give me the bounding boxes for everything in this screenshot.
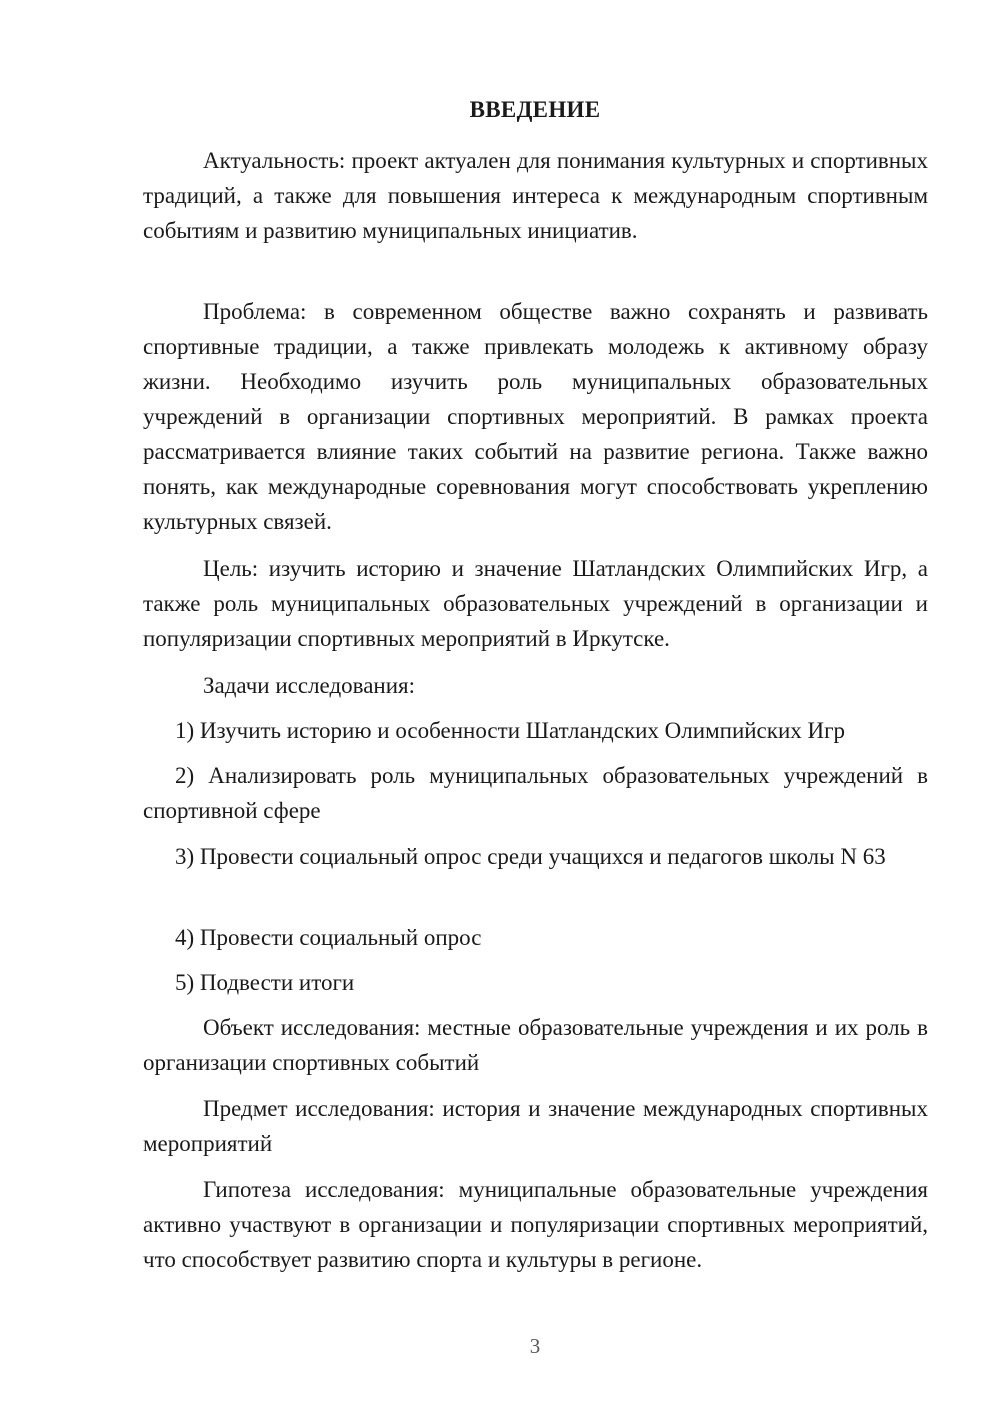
task-item-4: 4) Провести социальный опрос <box>175 925 482 950</box>
task-item-5: 5) Подвести итоги <box>175 970 355 995</box>
page-number: 3 <box>529 1334 541 1358</box>
section-heading: ВВЕДЕНИЕ <box>469 97 601 122</box>
paragraph-problem: Проблема: в современном обществе важно сохранять и развивать спортивные традиции, а также привлекать молодежь к активному образу жизни. Необходимо изучить роль муниципальных образовательных учреждений в организации спортивных мероприятий. В рамках проекта рассматривается влияние таких событий на развитие региона. Также важно понять, как международные соревнования могут способствовать укреплению культурных связей. <box>143 299 928 534</box>
task-item-1: 1) Изучить историю и особенности Шатландских Олимпийских Игр <box>175 718 846 743</box>
task-item-2: 2) Анализировать роль муниципальных образовательных учреждений в спортивной сфере <box>143 763 928 823</box>
paragraph-subject: Предмет исследования: история и значение международных спортивных мероприятий <box>143 1096 928 1156</box>
tasks-title: Задачи исследования: <box>203 673 416 698</box>
paragraph-relevance: Актуальность: проект актуален для понимания культурных и спортивных традиций, а также для повышения интереса к международным спортивным событиям и развитию муниципальных инициатив. <box>143 148 928 243</box>
task-item-3: 3) Провести социальный опрос среди учащихся и педагогов школы N 63 <box>175 844 886 869</box>
paragraph-goal: Цель: изучить историю и значение Шатландских Олимпийских Игр, а также роль муниципальных образовательных учреждений в организации и популяризации спортивных мероприятий в Иркутске. <box>143 556 928 651</box>
paragraph-hypothesis: Гипотеза исследования: муниципальные образовательные учреждения активно участвуют в организации и популяризации спортивных мероприятий, что способствует развитию спорта и культуры в регионе. <box>143 1177 928 1272</box>
paragraph-object: Объект исследования: местные образовательные учреждения и их роль в организации спортивных событий <box>143 1015 928 1075</box>
